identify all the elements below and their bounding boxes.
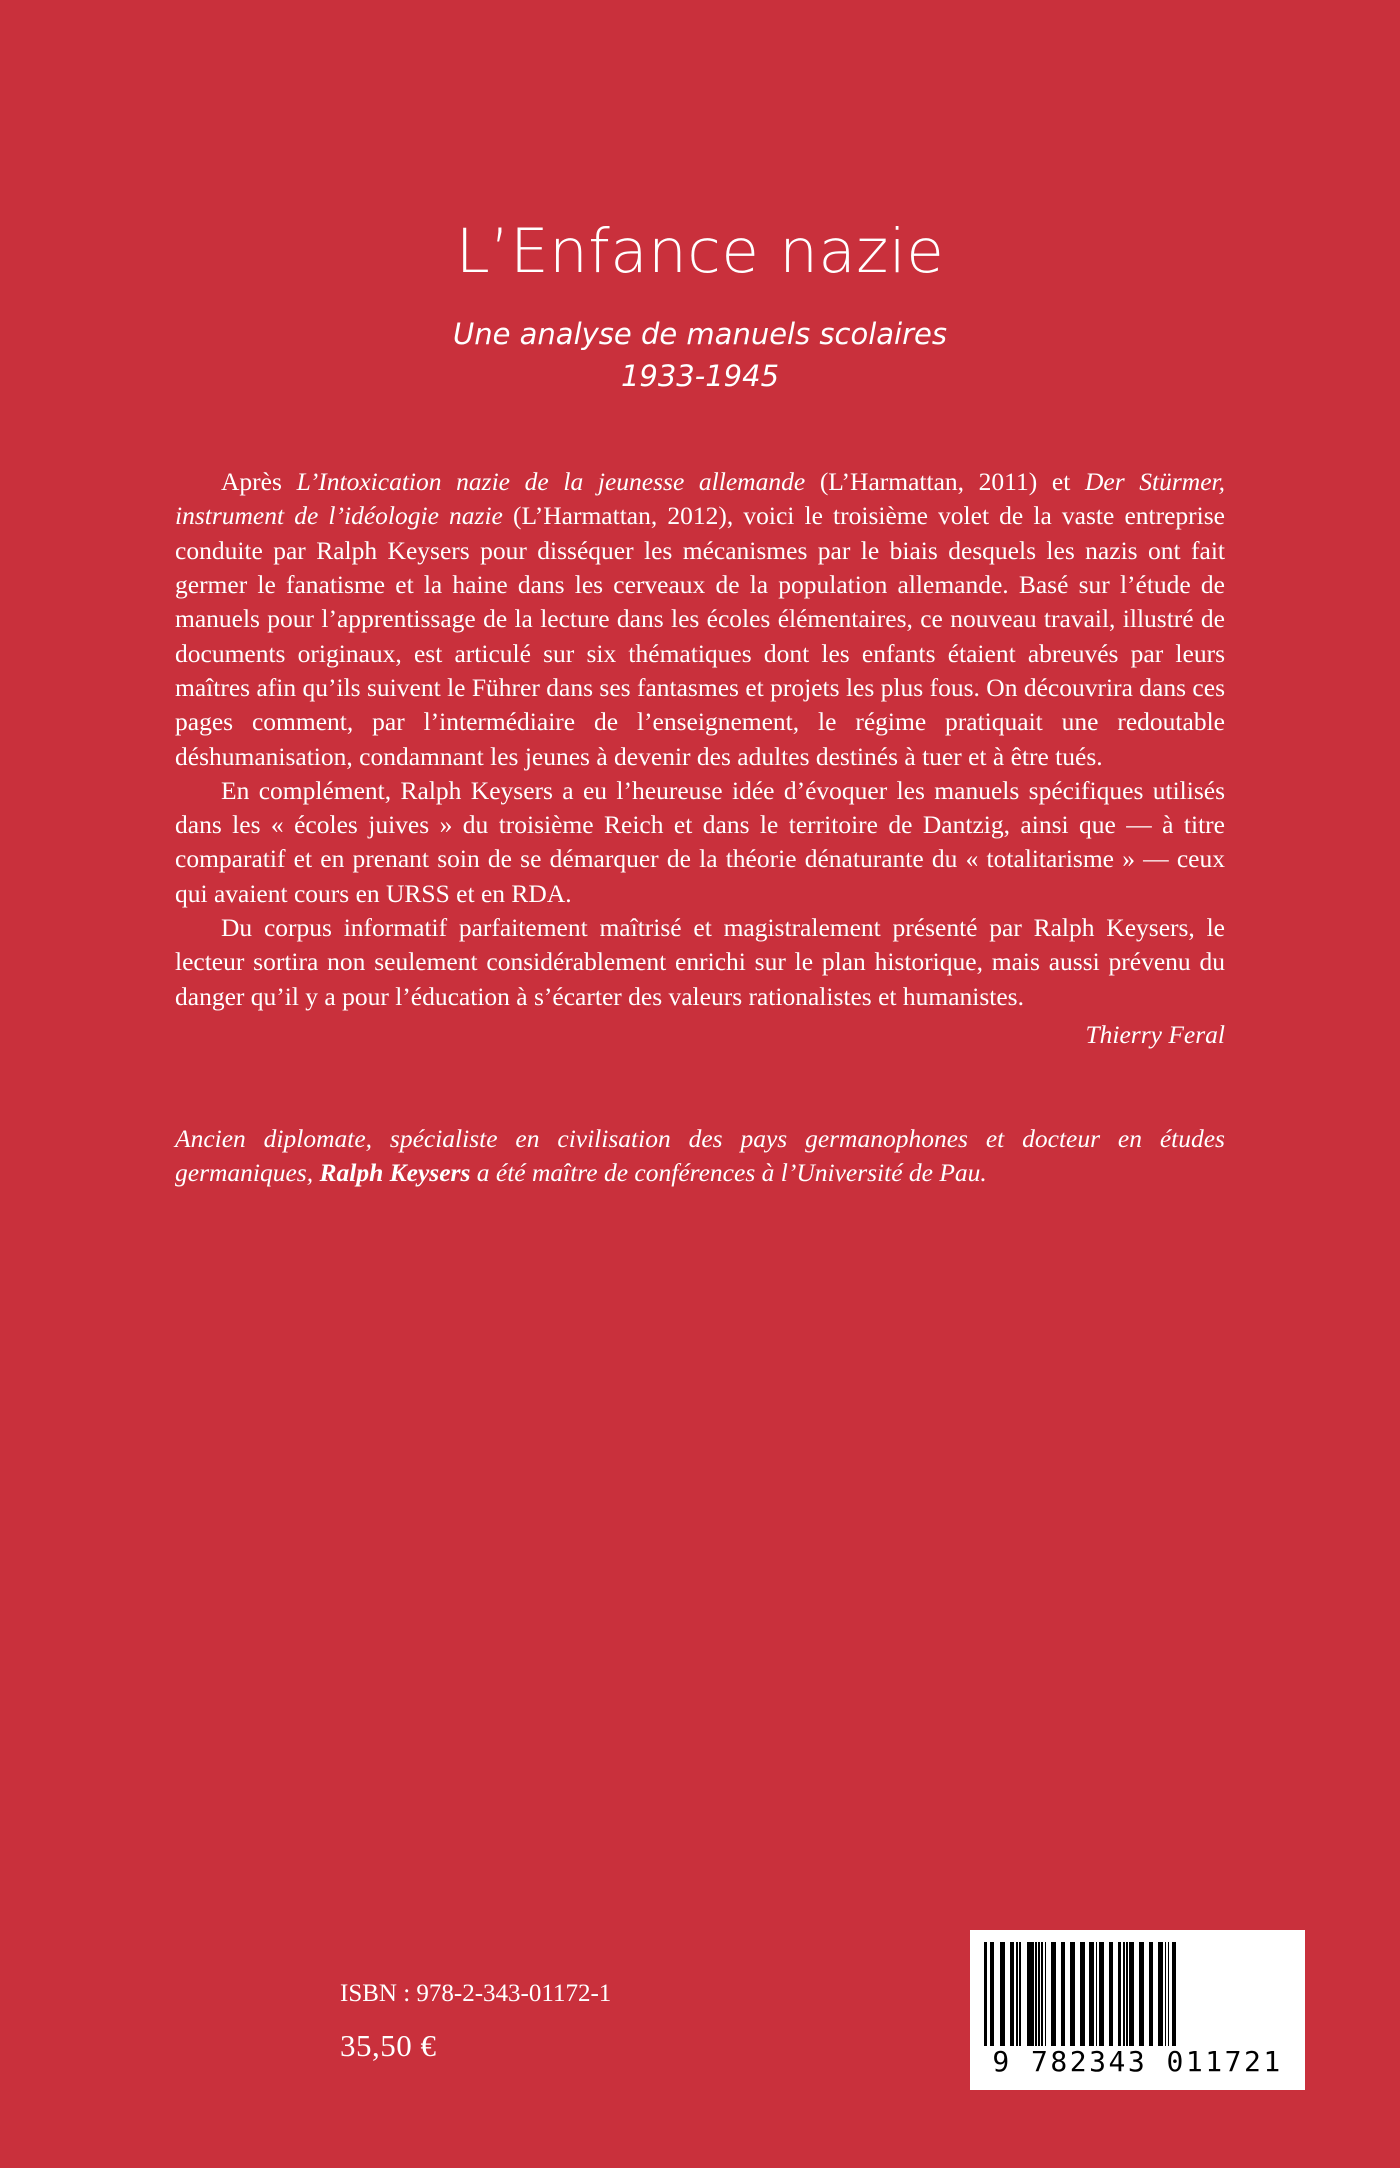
author-bio [175,1050,1225,1191]
footer [0,1868,1400,2168]
blurb-paragraph-2: En complément, Ralph Keysers a eu l’heureuse idée d’évoquer les manuels spécifiques utilisés dans les « écoles juives » du troisième Reich et dans le territoire de Dantzig, ainsi que — à titre comparatif et en prenant soin de se démarquer de la théorie dénaturante du « totalitarisme » — ceux qui avaient cours en URSS et en RDA. [175,775,1225,908]
blurb-p1-text-a: Après [221,467,297,497]
barcode-digits: 9 782343 011721 [992,2045,1283,2078]
page-title: L’Enfance nazie [455,216,945,287]
title-block [0,0,1400,397]
blurb-signature: Thierry Feral [1085,1019,1225,1049]
blurb-p1-italic-title-1: L’Intoxication nazie de la jeunesse allemande [296,467,806,497]
subtitle-line-1: Une analyse de manuels scolaires [452,317,947,352]
isbn-block [340,1970,611,2076]
barcode [970,1930,1305,2090]
blurb-p1-text-c: (L’Harmattan, 2012), voici le troisième volet de la vaste entreprise conduite par Ralph Keysers pour disséquer les mécanismes par le biais desquels les nazis ont fait germer le fanatisme et la haine dans les cerveaux de la population allemande. Basé sur l’étude de manuels pour l’apprentissage de la lecture dans les écoles élémentaires, ce nouveau travail, illustré de documents originaux, est articulé sur six thématiques dont les enfants étaient abreuvés par leurs maîtres afin qu’ils suivent le Führer dans ses fantasmes et projets les plus fous. On découvrira dans ces pages comment, par l’intermédiaire de l’enseignement, le régime pratiquait une redoutable déshumanisation, condamnant les jeunes à devenir des adultes destinés à tuer et à être tués. [175,501,1225,771]
blurb-text [175,397,1225,1014]
author-bio-part-2: a été maître de conférences à l’Université de Pau. [470,1158,987,1188]
subtitle-line-2: 1933-1945 [620,359,780,394]
blurb-p1-text-b: (L’Harmattan, 2011) et [805,467,1085,497]
author-bio-part-1: Ancien diplomate, spécialiste en civilisation des pays germanophones et docteur en études germaniques, [175,1123,1225,1188]
page-subtitle [0,313,1400,397]
barcode-bars [984,1942,1291,2046]
blurb-paragraph-1 [175,465,1225,774]
blurb-paragraph-3: Du corpus informatif parfaitement maîtrisé et magistralement présenté par Ralph Keysers, le lecteur sortira non seulement considérablement enrichi sur le plan historique, mais aussi prévenu du danger qu’il y a pour l’éducation à s’écarter des valeurs rationalistes et humanistes. [175,913,1225,1011]
author-name: Ralph Keysers [319,1158,471,1188]
price-text: 35,50 € [340,2028,437,2064]
isbn-text: ISBN : 978-2-343-01172-1 [340,1979,612,2007]
blurb-p1-italic-title-2: Der Stürmer, instrument de l’idéologie nazie [175,467,1226,531]
